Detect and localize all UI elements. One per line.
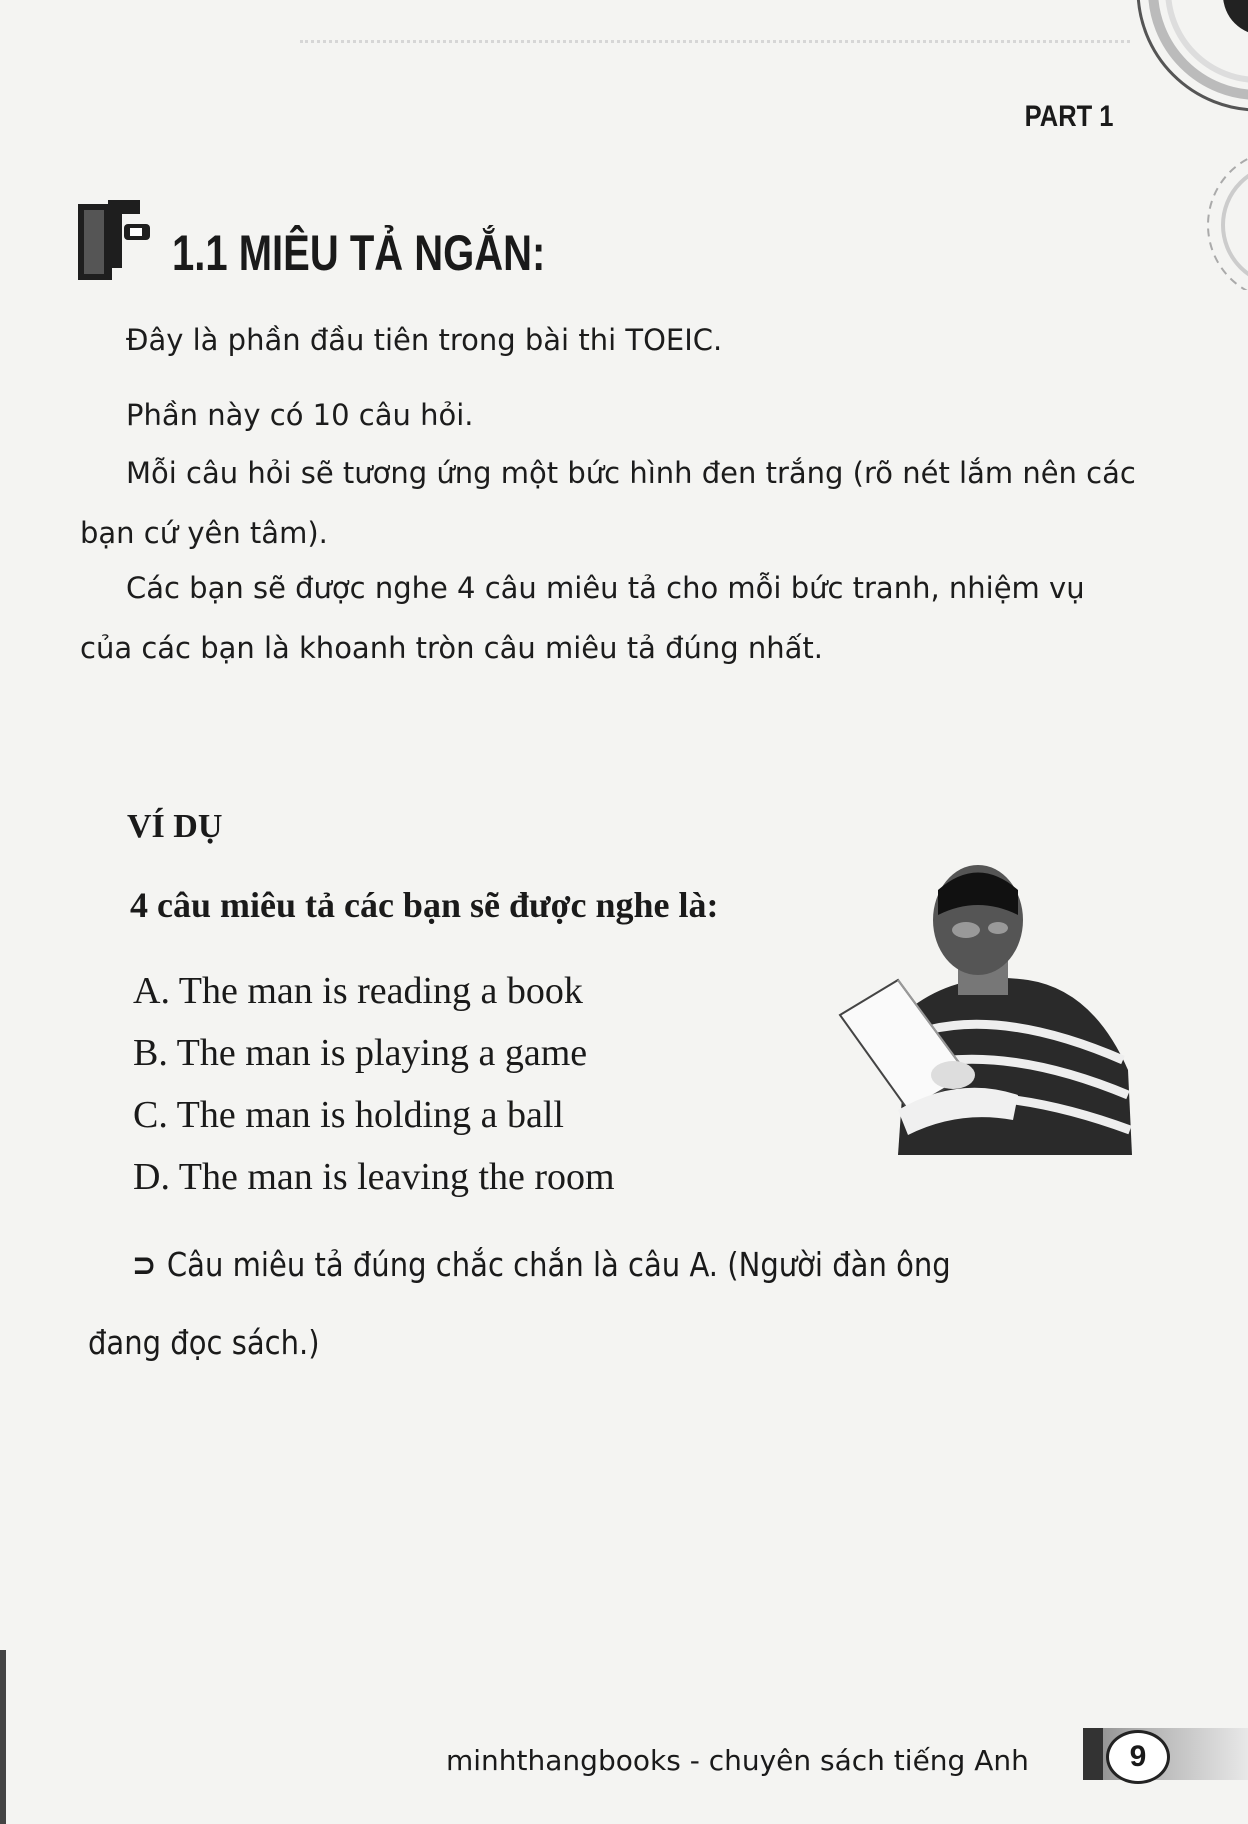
option-a: A. The man is reading a book bbox=[133, 970, 583, 1012]
intro-paragraph-1: Đây là phần đầu tiên trong bài thi TOEIC. bbox=[126, 323, 723, 357]
footer-dark-block bbox=[1083, 1728, 1103, 1780]
example-heading: 4 câu miêu tả các bạn sẽ được nghe là: bbox=[130, 885, 719, 925]
option-d: D. The man is leaving the room bbox=[133, 1156, 615, 1198]
answer-explanation bbox=[88, 1226, 1012, 1382]
intro-paragraph-3: Mỗi câu hỏi sẽ tương ứng một bức hình đen trắng (rõ nét lắm nên các bạn cứ yên tâm). bbox=[80, 456, 1136, 550]
header-dotted-line bbox=[300, 40, 1130, 47]
part-label: PART 1 bbox=[1024, 100, 1113, 133]
intro-paragraph-2: Phần này có 10 câu hỏi. bbox=[126, 398, 474, 432]
intro-paragraph-4: Các bạn sẽ được nghe 4 câu miêu tả cho mỗi bức tranh, nhiệm vụ của các bạn là khoanh tròn câu miêu tả đúng nhất. bbox=[80, 571, 1085, 665]
option-b: B. The man is playing a game bbox=[133, 1032, 588, 1074]
example-label: VÍ DỤ bbox=[127, 808, 223, 845]
section-title: 1.1 MIÊU TẢ NGẮN: bbox=[172, 225, 546, 281]
arrow-right-icon: ⊃ bbox=[132, 1245, 157, 1284]
page-edge-mark bbox=[0, 1650, 6, 1824]
book-pencil-icon bbox=[78, 198, 154, 282]
footer-publisher: minhthangbooks - chuyên sách tiếng Anh bbox=[446, 1744, 1029, 1777]
man-reading-book-photo bbox=[838, 860, 1132, 1155]
option-c: C. The man is holding a ball bbox=[133, 1094, 564, 1136]
page-number: 9 bbox=[1106, 1730, 1170, 1784]
answer-options bbox=[133, 960, 615, 1208]
answer-text: Câu miêu tả đúng chắc chắn là câu A. (Người đàn ông đang đọc sách.) bbox=[88, 1245, 951, 1362]
